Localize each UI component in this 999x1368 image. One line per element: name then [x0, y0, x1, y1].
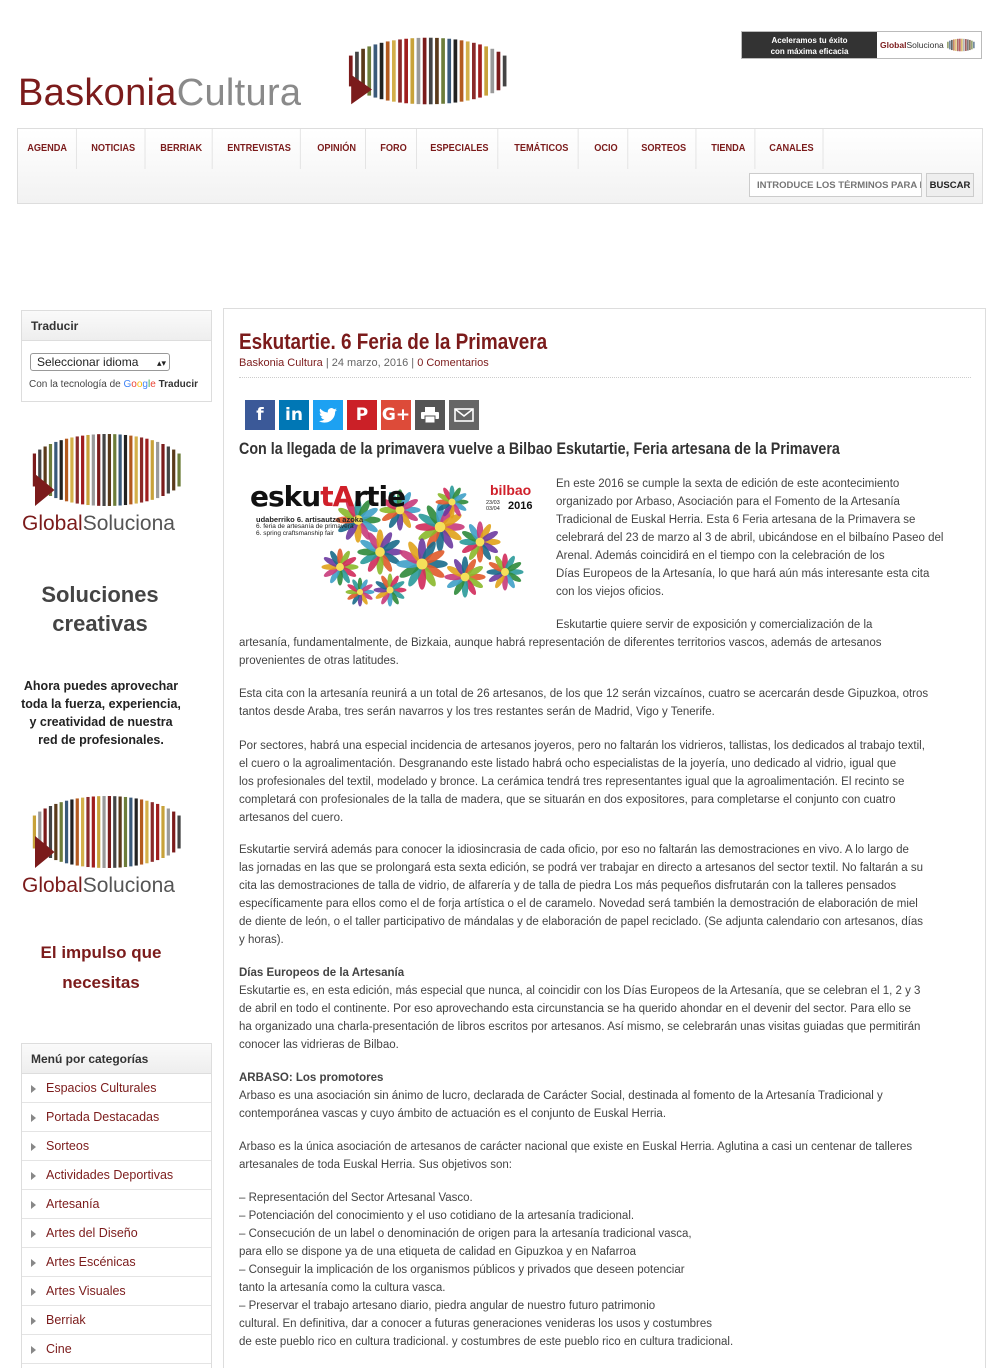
category-item[interactable]: Actividades Deportivas — [22, 1161, 211, 1190]
logo-stripe — [478, 44, 482, 97]
section-heading: ARBASO: Los promotores — [239, 1072, 384, 1084]
logo-stripe — [140, 437, 143, 502]
logo-stripe — [108, 796, 111, 868]
logo-stripe — [156, 442, 159, 498]
flower-center — [357, 589, 363, 595]
logo-stripe — [145, 439, 148, 502]
category-item[interactable]: Sorteos — [22, 1132, 211, 1161]
nav-noticias[interactable]: NOTICIAS — [82, 129, 145, 169]
print-icon[interactable] — [415, 400, 445, 430]
email-icon[interactable] — [449, 400, 479, 430]
translate-title: Traducir — [22, 311, 211, 341]
logo-stripe — [472, 43, 476, 99]
nav-berriak[interactable]: BERRIAK — [151, 129, 212, 169]
logo-stripe — [129, 436, 132, 505]
logo-stripe — [404, 39, 408, 104]
logo-stripe — [965, 39, 966, 51]
nav-tienda[interactable]: TIENDA — [702, 129, 756, 169]
logo-stripe — [949, 41, 950, 50]
search-button[interactable]: BUSCAR — [926, 173, 974, 197]
logo-stripe — [959, 39, 960, 52]
post-content — [223, 308, 986, 1368]
logo-stripe — [417, 38, 421, 104]
logo-stripe — [119, 796, 122, 867]
googleplus-share-icon[interactable]: G+ — [381, 400, 411, 430]
category-item[interactable]: Artes Visuales — [22, 1277, 211, 1306]
share-buttons — [245, 400, 479, 430]
post-subtitle: Con la llegada de la primavera vuelve a Bilbao Eskutartie, Feria artesana de la Primavera — [239, 439, 840, 458]
logo-stripe — [70, 437, 73, 502]
logo-stripe — [161, 444, 164, 496]
logo-stripe — [177, 454, 180, 487]
logo-stripe — [172, 812, 175, 853]
logo-stripe — [969, 40, 970, 50]
logo-stripe — [129, 798, 132, 867]
category-item[interactable]: Artes del Diseño — [22, 1219, 211, 1248]
banner-bars-icon — [947, 38, 975, 52]
logo-stripe — [484, 46, 488, 95]
flower-center — [386, 586, 393, 593]
logo-stripe — [374, 44, 378, 97]
ad-slogan: El impulso que necesitas — [40, 943, 162, 992]
logo-stripe — [140, 799, 143, 864]
ad-heading: Soluciones creativas — [41, 582, 159, 636]
logo-stripe — [435, 38, 439, 104]
meta-divider — [239, 377, 971, 378]
logo-stripe — [135, 798, 138, 865]
nav-canales[interactable]: CANALES — [760, 129, 824, 169]
speech-bubble-bars-icon — [32, 430, 182, 510]
nav-entrevistas[interactable]: ENTREVISTAS — [218, 129, 301, 169]
logo-stripe — [460, 40, 464, 101]
logo-stripe — [113, 796, 116, 868]
logo-stripe — [65, 439, 68, 502]
logo-stripe — [135, 436, 138, 503]
logo-stripe — [167, 446, 170, 493]
google-translate-link[interactable]: Traducir — [158, 379, 199, 390]
logo-stripe — [955, 39, 956, 51]
speech-bubble-bars-icon — [32, 792, 182, 872]
category-item[interactable]: Portada Destacadas — [22, 1103, 211, 1132]
logo-stripe — [124, 797, 127, 867]
post-author-link[interactable]: Baskonia Cultura — [239, 357, 323, 369]
logo-stripe — [76, 436, 79, 503]
poster-title: eskutArtie — [250, 480, 406, 513]
logo-stripe — [86, 435, 89, 505]
post-date: 24 marzo, 2016 — [331, 357, 409, 369]
logo-stripe — [167, 808, 170, 855]
logo-stripe — [503, 56, 507, 87]
pinterest-share-icon[interactable]: P — [347, 400, 377, 430]
nav-foro[interactable]: FORO — [371, 129, 417, 169]
logo-stripe — [97, 434, 100, 506]
logo-stripe — [497, 52, 501, 91]
banner-brand: GlobalSoluciona — [880, 40, 944, 50]
logo-stripe — [947, 42, 948, 49]
logo-stripe — [441, 38, 445, 104]
logo-stripe — [172, 450, 175, 491]
logo-stripe — [963, 39, 964, 51]
logo-stripe — [429, 38, 433, 105]
logo-stripe — [102, 434, 105, 506]
logo-stripe — [81, 436, 84, 505]
logo-speech-bubble-icon — [348, 34, 508, 108]
language-select[interactable]: Seleccionar idioma ▴▾ — [30, 353, 170, 371]
logo-stripe — [151, 802, 154, 862]
sidebar-ad-logo-2[interactable]: GlobalSoluciona — [22, 792, 197, 902]
logo-stripe — [490, 49, 494, 93]
objectives-list: – Representación del Sector Artesanal Vasco. – Potenciación del conocimiento y el uso cotidiano de la artesanía tradicional. – Consecución de un label o denominación de origen para la artesanía tradicional vasca, para ello se dispone ya de una etiqueta de calidad en Gipuzkoa y en Nafarroa – Conseguir la implicación de los organismos públicos y privados que deseen potenciar tanto la artesanía como la cultura vasca. – Preservar el trabajo artesano diario, piedra angular de nuestro futuro patrimonio cultural. En definitiva, dar a conocer a futuras generaciones venideras los usos y costumbres de este pueblo rico en cultura tradicional. y costumbres de este pueblo rico en cultura tradicional. — [239, 1192, 734, 1348]
flower-center — [461, 573, 470, 582]
section-arbaso: ARBASO: Los promotores Arbaso es una asociación sin ánimo de lucro, declarada de Carácter Social, destinada al fomento de la Artesanía Tradicional y contemporánea vascas y cuyo ámbito de actuación es el conjunto de Euskal Herria. — [239, 1072, 883, 1120]
post-meta: Baskonia Cultura | 24 marzo, 2016 | 0 Comentarios — [239, 357, 489, 369]
category-item[interactable]: Artesanía — [22, 1190, 211, 1219]
intro-paragraph: En este 2016 se cumple la sexta de edición de este acontecimiento organizado por Arbaso, Asociación para el Fomento de la Artesanía Tradicional de Euskal Herria. Esta 6 Feria artesana de la Primavera se celebrará del 23 de marzo al 3 de abril, ubicándose en el bilbaíno Paseo del Arenal. Además coincidirá en el tiempo con la celebración de los Días Europeos de la Artesanía, lo que hará aún más interesante esta cita con los viejos oficios. — [556, 478, 944, 598]
categories-widget — [21, 1043, 212, 1368]
logo-stripe — [60, 802, 63, 862]
flower-center — [501, 568, 509, 576]
logo-stripe — [953, 39, 954, 50]
eskutartie-poster-image — [240, 472, 538, 608]
category-item[interactable]: Espacios Culturales — [22, 1074, 211, 1103]
logo-stripe — [161, 806, 164, 858]
paragraph: Por sectores, habrá una especial incidencia de artesanos joyeros, pero no faltarán los vidrieros, tallistas, los dedicados al trabajo textil, el cuero o la agroalimentación. Desgranando este listado habrá ocho especialistas de la joyería, uno dedicado al vidrio, igual que los profesionales del textil, modelado y bronce. La cerámica tendrá tres representantes igual que la agroalimentación. El recinto se completará con profesionales de la talla de madera, que se situarán en dos expositores, para completarse el conjunto con cuatro artesanos del cuero. — [239, 740, 925, 824]
category-item[interactable]: Cine — [22, 1335, 211, 1364]
poster-city: bilbao — [490, 482, 532, 498]
flower-center — [375, 547, 385, 557]
flower-center — [336, 563, 344, 571]
logo-stripe — [156, 804, 159, 860]
banner-line1: Aceleramos tu éxito — [771, 36, 848, 45]
search-input[interactable] — [749, 173, 922, 197]
logo-stripe — [92, 434, 95, 505]
logo-stripe — [81, 798, 84, 867]
logo-stripe — [60, 440, 63, 500]
site-logo[interactable] — [18, 30, 498, 114]
logo-stripe — [54, 804, 57, 860]
section-europeos: Días Europeos de la Artesanía Eskutartie es, en esta edición, más especial que nunca, al coincidir con los Días Europeos de la Artesanía, que se celebran el 1, 2 y 3 de abril en todo el continente. Por eso aprovechando esta circunstancia se ha querido ahondar en el devenir del sector. Para ello se ha organizado una charla-presentación de libros escritos por artesanos. Así mismo, se celebrarán unas visitas guiadas que permitirán conocer las vidrieras de Bilbao. — [239, 967, 921, 1051]
logo-stripe — [113, 434, 116, 506]
logo-stripe — [951, 40, 952, 50]
paragraph: Arbaso es la única asociación de artesanos de carácter nacional que existe en Euskal Herria. Aglutina a casi un centenar de talleres artesanales de toda Euskal Herria. Sus objetivos son: — [239, 1141, 913, 1171]
post-comments-link[interactable]: 0 Comentarios — [417, 357, 489, 369]
ad-text: Ahora puedes aprovechar toda la fuerza, experiencia, y creatividad de nuestra red de profesionales. — [21, 679, 181, 747]
logo-stripe — [151, 440, 154, 500]
logo-stripe — [86, 797, 89, 867]
linkedin-share-icon[interactable]: in — [279, 400, 309, 430]
translate-widget — [21, 310, 212, 402]
logo-stripe — [423, 38, 427, 105]
logo-stripe — [76, 798, 79, 865]
paragraph: Eskutartie quiere servir de exposición y comercialización de la artesanía, fundamentalmente, de Bizkaia, aunque habrá representación de diferentes territorios vascos, además de artesanos provenientes de otras latitudes. — [239, 619, 882, 667]
flower-center — [435, 522, 446, 533]
logo-stripe — [466, 41, 470, 100]
logo-stripe — [70, 799, 73, 864]
select-arrows-icon: ▴▾ — [156, 358, 166, 368]
logo-text-cultura: Cultura — [176, 72, 302, 114]
nav-tematicos[interactable]: TEMÁTICOS — [505, 129, 578, 169]
logo-stripe — [957, 39, 958, 51]
logo-stripe — [124, 435, 127, 505]
logo-stripe — [447, 39, 451, 104]
nav-opinion[interactable]: OPINIÓN — [308, 129, 366, 169]
flower-center — [448, 498, 455, 505]
category-item[interactable]: Artes Escénicas — [22, 1248, 211, 1277]
logo-text-baskonia: Baskonia — [18, 72, 177, 114]
poster-subtitle: udaberriko 6. artisautza azoka 6. feria de artesanía de primavera 6. spring craftsmanship fair — [256, 515, 364, 537]
categories-title: Menú por categorías — [22, 1044, 211, 1074]
logo-stripe — [386, 41, 390, 100]
logo-stripe — [973, 42, 974, 49]
logo-stripe — [97, 796, 100, 868]
flower-center — [417, 559, 428, 570]
logo-stripe — [102, 796, 105, 868]
paragraph: Esta cita con la artesanía reunirá a un total de 26 artesanos, de los que 12 serán vizcaínos, cuatro se acercarán desde Gipuzkoa, otros tantos desde Araba, tres serán navarros y los tres restantes serán de Madrid, Vigo y Tenerife. — [239, 688, 929, 718]
logo-stripe — [410, 38, 414, 104]
logo-stripe — [398, 39, 402, 102]
nav-sorteos[interactable]: SORTEOS — [632, 129, 696, 169]
logo-stripe — [961, 39, 962, 52]
top-banner-ad[interactable] — [741, 31, 982, 59]
nav-ocio[interactable]: OCIO — [585, 129, 628, 169]
logo-stripe — [177, 816, 180, 849]
logo-stripe — [54, 442, 57, 498]
logo-stripe — [454, 39, 458, 102]
logo-stripe — [108, 434, 111, 506]
logo-stripe — [92, 796, 95, 867]
logo-stripe — [145, 801, 148, 864]
google-powered-by: Con la tecnología de Google Traducir — [29, 379, 199, 390]
paragraph: Eskutartie servirá además para conocer la idiosincrasia de cada oficio, por eso no faltarán las demostraciones en vivo. A lo largo de las jornadas en las que se prolongará esta sexta edición, se podrá ver trabajar en directo a artesanos del sector textil. No faltarán a su cita las demostraciones de talla de vidrio, de alfarería y de talla de piedra Los más pequeños disfrutarán con la talleres pensados específicamente para ellos como el de forja artística o el de caramelo. Novedad será también la demostración de elaboración de miel de diente de león, o el taller participativo de mándalas y de elaboración de papel reciclado. (Se adjunta calendario con artesanos, días y horas). — [239, 844, 924, 946]
logo-stripe — [971, 41, 972, 50]
poster-year: 2016 — [508, 500, 533, 512]
facebook-share-icon[interactable]: f — [245, 400, 275, 430]
sidebar-ad-logo-1[interactable]: GlobalSoluciona — [22, 430, 197, 540]
logo-stripe — [380, 43, 384, 99]
google-logo: Google — [123, 379, 156, 390]
flower-center — [476, 538, 485, 547]
twitter-share-icon[interactable] — [313, 400, 343, 430]
logo-stripe — [967, 39, 968, 50]
logo-stripe — [65, 801, 68, 864]
banner-line2: con máxima eficacia — [770, 47, 849, 56]
logo-stripe — [119, 434, 122, 505]
section-heading: Días Europeos de la Artesanía — [239, 967, 405, 979]
nav-especiales[interactable]: ESPECIALES — [421, 129, 499, 169]
category-item[interactable]: Berriak — [22, 1306, 211, 1335]
post-title[interactable]: Eskutartie. 6 Feria de la Primavera — [239, 329, 548, 354]
logo-stripe — [392, 40, 396, 101]
poster-dates: 23/03 03/04 — [486, 500, 500, 512]
nav-agenda[interactable]: AGENDA — [18, 129, 77, 169]
